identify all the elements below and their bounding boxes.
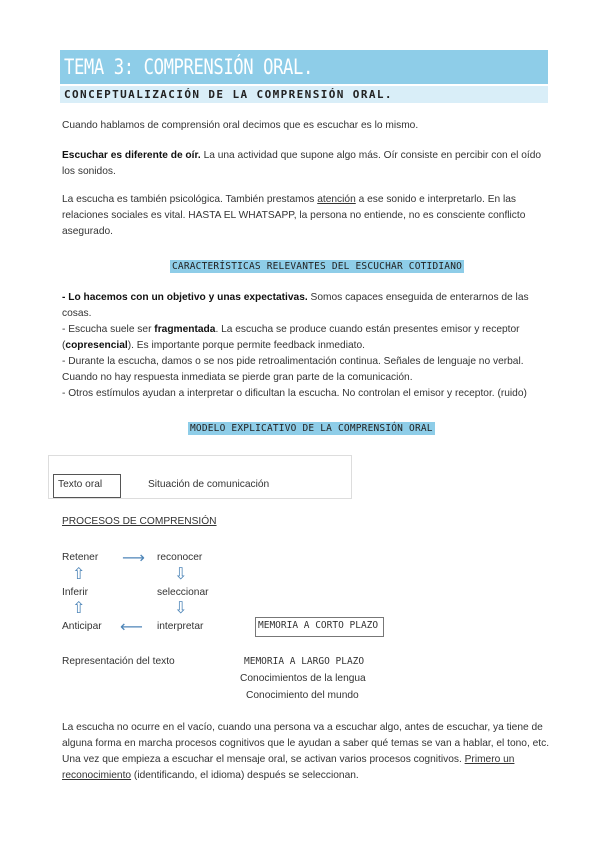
- conocimientos-lengua-label: Conocimientos de la lengua: [240, 673, 366, 684]
- final-paragraph: [62, 720, 552, 784]
- page-title: TEMA 3: COMPRENSIÓN ORAL.: [64, 55, 313, 79]
- memoria-largo-label: MEMORIA A LARGO PLAZO: [244, 656, 365, 667]
- final-paragraph-b: (identificando, el idioma) después se seleccionan.: [131, 770, 359, 781]
- heading-caracteristicas: CARACTERÍSTICAS RELEVANTES DEL ESCUCHAR COTIDIANO: [172, 261, 463, 272]
- paragraph-3-underline: atención: [317, 194, 356, 205]
- char-item-4: - Otros estímulos ayudan a interpretar o dificultan la escucha. No controlan el emisor y receptor. (ruido): [62, 388, 527, 399]
- char-item-1-bold: - Lo hacemos con un objetivo y unas expectativas.: [62, 292, 308, 303]
- char-item-2-bold2: copresencial: [65, 340, 128, 351]
- char-item-1-rest: Somos capaces enseguida de enterarnos de las cosas.: [62, 292, 529, 319]
- char-item-2-bold: fragmentada: [154, 324, 216, 335]
- char-item-1: [62, 290, 552, 322]
- char-item-2-b: . La escucha se produce cuando están presentes emisor y receptor (: [62, 324, 520, 351]
- arrow-up-icon: ⇧: [72, 564, 86, 583]
- page-subtitle: CONCEPTUALIZACIÓN DE LA COMPRENSIÓN ORAL.: [64, 88, 393, 101]
- characteristics-list: [62, 290, 552, 402]
- paragraph-2: [62, 148, 552, 180]
- inferir-label: Inferir: [62, 587, 89, 598]
- paragraph-2-rest: La una actividad que supone algo más. Oír consiste en percibir con el oído los sonidos.: [62, 150, 542, 177]
- paragraph-3-a: La escucha es también psicológica. También prestamos: [62, 194, 318, 205]
- memoria-corto-label: MEMORIA A CORTO PLAZO: [258, 620, 379, 631]
- final-paragraph-underline: Primero un reconocimiento: [62, 754, 515, 781]
- arrow-down-icon: ⇩: [174, 598, 188, 617]
- char-item-2: [62, 322, 552, 354]
- reconocer-label: reconocer: [157, 552, 203, 563]
- paragraph-1: Cuando hablamos de comprensión oral decimos que es escuchar es lo mismo.: [62, 120, 419, 131]
- anticipar-label: Anticipar: [62, 621, 102, 632]
- char-item-2-a: - Escucha suele ser: [62, 324, 155, 335]
- arrow-down-icon: ⇩: [174, 564, 188, 583]
- arrow-up-icon: ⇧: [72, 598, 86, 617]
- paragraph-2-bold: Escuchar es diferente de oír.: [62, 150, 201, 161]
- arrow-left-icon: ⟵: [120, 617, 143, 636]
- procesos-title: PROCESOS DE COMPRENSIÓN: [62, 516, 217, 527]
- char-item-2-c: ). Es importante porque permite feedback inmediato.: [127, 340, 365, 351]
- arrow-right-icon: ⟶: [122, 548, 145, 567]
- paragraph-3: [62, 192, 552, 240]
- char-item-3: - Durante la escucha, damos o se nos pide retroalimentación continua. Señales de lenguaje no verbal. Cuando no hay respuesta inmediata se pierde gran parte de la comunicación.: [62, 356, 524, 383]
- interpretar-label: interpretar: [157, 621, 204, 632]
- texto-oral-label: Texto oral: [58, 479, 103, 490]
- situacion-label: Situación de comunicación: [148, 479, 270, 490]
- paragraph-3-b: a ese sonido e interpretarlo. En las relaciones sociales es vital. HASTA EL WHATSAPP, la persona no entiende, no es consciente conflicto asegurado.: [62, 194, 526, 237]
- representacion-label: Representación del texto: [62, 656, 175, 667]
- retener-label: Retener: [62, 552, 99, 563]
- seleccionar-label: seleccionar: [157, 587, 209, 598]
- final-paragraph-a: La escucha no ocurre en el vacío, cuando una persona va a escuchar algo, antes de escuchar, ya tiene de alguna forma en marcha procesos cognitivos que le ayudan a saber qué temas se van a hablar, el tono, etc. Una vez que empieza a escuchar el mensaje oral, se activan varios procesos cognitivos.: [62, 722, 550, 765]
- conocimiento-mundo-label: Conocimiento del mundo: [246, 690, 359, 701]
- heading-modelo: MODELO EXPLICATIVO DE LA COMPRENSIÓN ORAL: [190, 423, 433, 434]
